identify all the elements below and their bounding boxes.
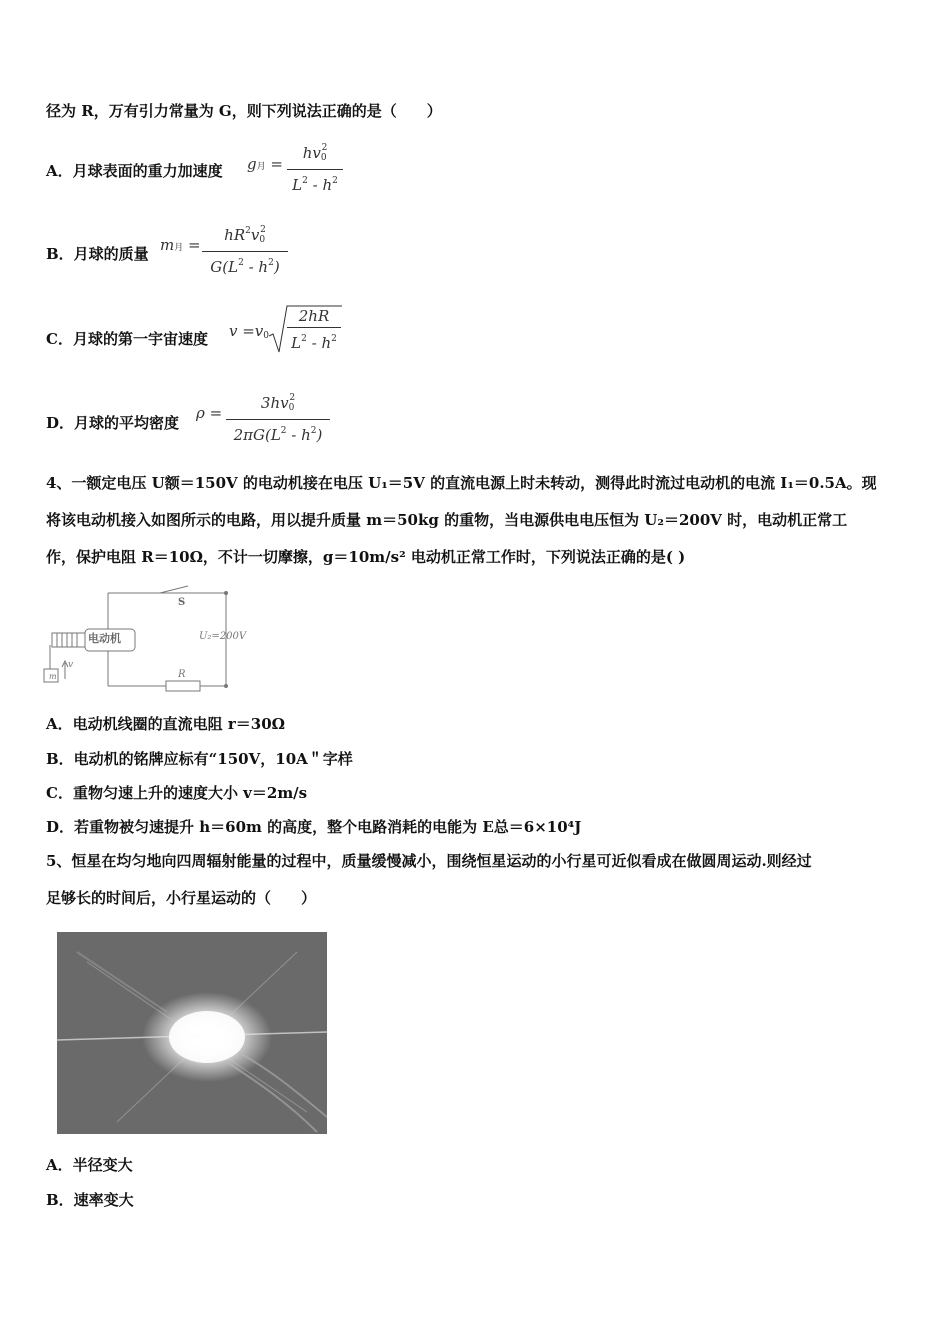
q3-stem: 径为 R，万有引力常量为 G，则下列说法正确的是（ ） [46, 102, 442, 120]
motor-label: 电动机 [88, 632, 121, 645]
q4-option-a[interactable]: A．电动机线圈的直流电阻 r＝30Ω [46, 715, 285, 733]
q5-stem-line-1: 5、恒星在均匀地向四周辐射能量的过程中，质量缓慢减小，围绕恒星运动的小行星可近似看成在做圆周运动.则经过 [46, 852, 812, 870]
q4-stem-line-3: 作，保护电阻 R＝10Ω，不计一切摩擦，g＝10m/s² 电动机正常工作时，下列说法正确的是( ) [46, 548, 686, 566]
star-photo [57, 932, 327, 1134]
resistor [166, 681, 200, 691]
q3-option-a[interactable]: A．月球表面的重力加速度 [46, 162, 223, 180]
q4-option-c[interactable]: C．重物匀速上升的速度大小 v＝2m/s [46, 784, 308, 802]
q3-option-d[interactable]: D．月球的平均密度 [46, 414, 180, 432]
resistor-label: R [178, 669, 186, 680]
q3-option-b[interactable]: B．月球的质量 [46, 245, 149, 263]
q5-stem-line-2: 足够长的时间后，小行星运动的（ ） [46, 889, 317, 907]
q4-option-b[interactable]: B．电动机的铭牌应标有“150V，10A＂字样 [46, 750, 353, 768]
q4-option-d[interactable]: D．若重物被匀速提升 h＝60m 的高度，整个电路消耗的电能为 E总＝6×10⁴J [46, 818, 582, 836]
switch-label: S [178, 597, 186, 608]
mass-label: m [49, 672, 57, 681]
q3-option-c[interactable]: C．月球的第一宇宙速度 [46, 330, 208, 348]
q5-option-b[interactable]: B．速率变大 [46, 1191, 134, 1209]
q5-option-a[interactable]: A．半径变大 [46, 1156, 133, 1174]
q4-stem-line-1: 4、一额定电压 U额＝150V 的电动机接在电压 U₁＝5V 的直流电源上时未转动，测得此时流过电动机的电流 I₁＝0.5A。现 [46, 474, 877, 492]
switch-lever [160, 586, 188, 593]
velocity-label: v [68, 660, 74, 670]
star-rays-icon [57, 932, 327, 1134]
voltage-label: U₂=200V [199, 631, 247, 642]
q4-stem-line-2: 将该电动机接入如图所示的电路，用以提升质量 m＝50kg 的重物，当电源供电电压恒为 U₂＝200V 时，电动机正常工 [46, 511, 848, 529]
